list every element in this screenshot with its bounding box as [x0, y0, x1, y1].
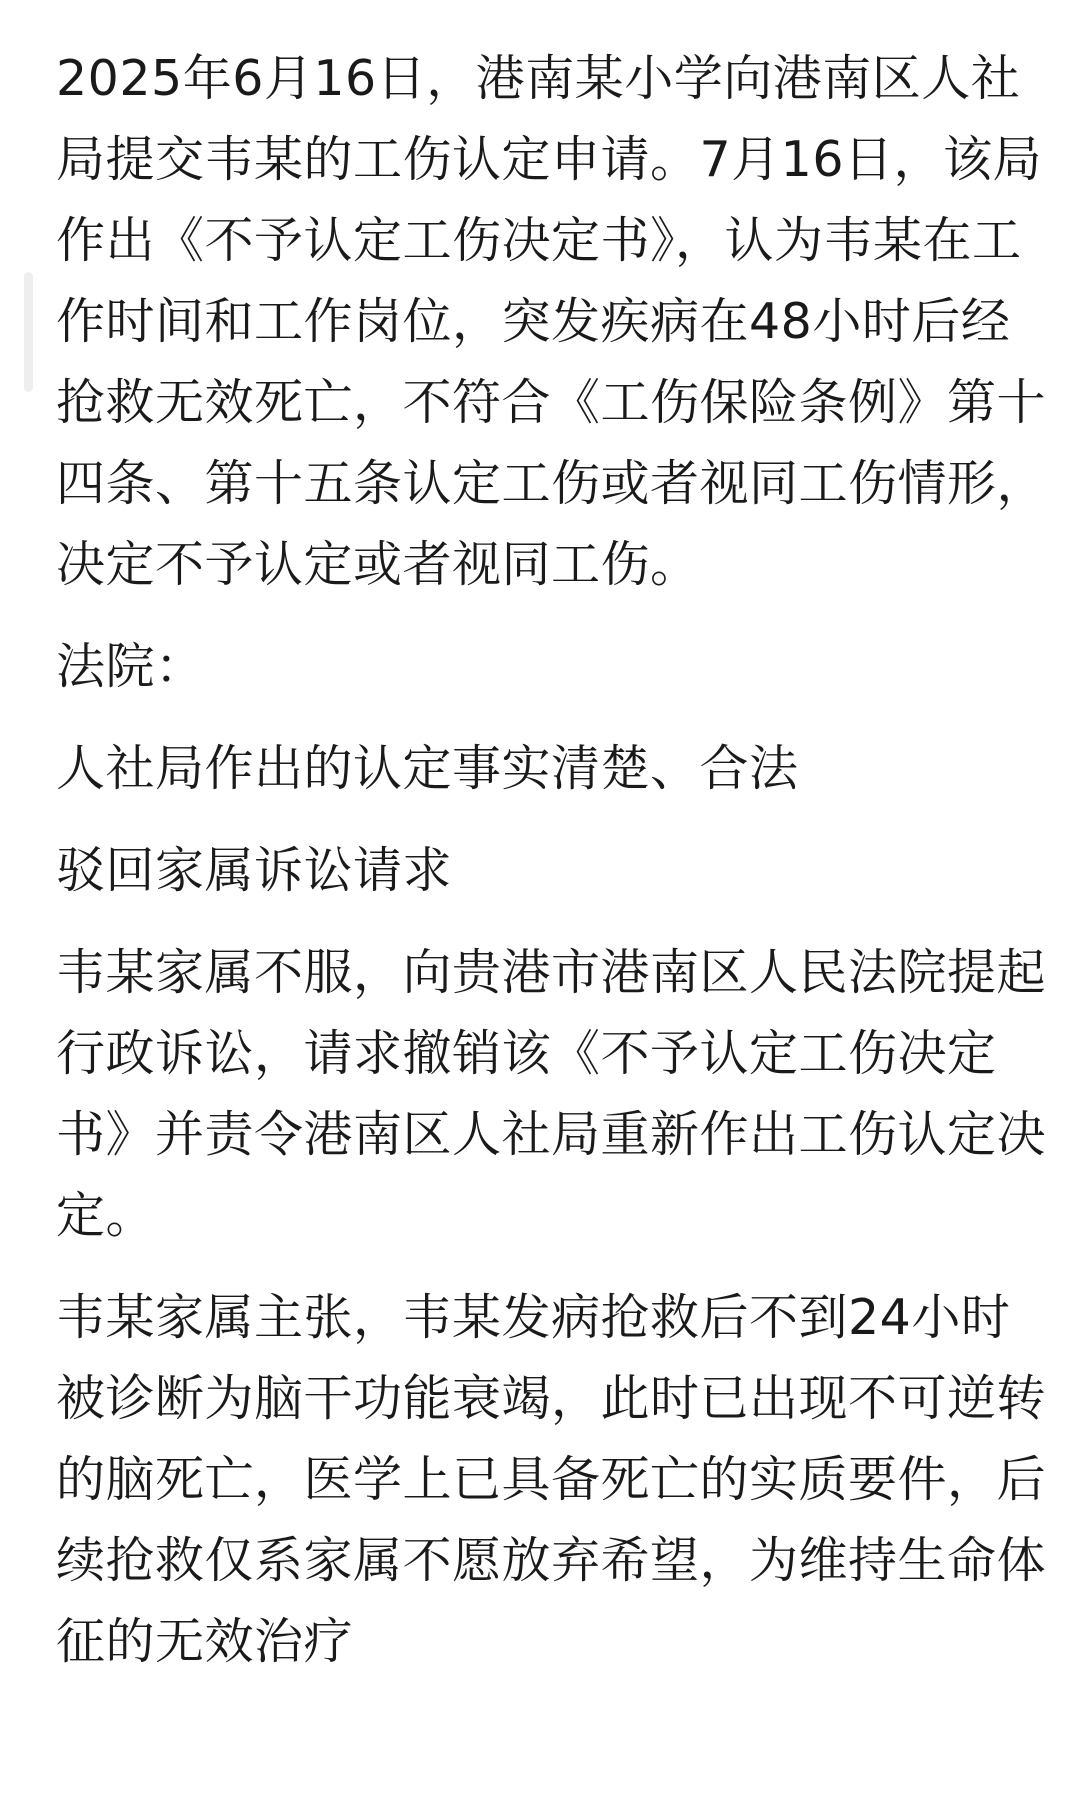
paragraph-court-heading: 法院： — [56, 638, 205, 695]
paragraph-lawsuit: 韦某家属不服，向贵港市港南区人民法院提起行政诉讼，请求撤销该《不予认定工伤决定书》并责令港南区人社局重新作出工伤认定决定。 — [56, 944, 1047, 1244]
paragraph-family-claim: 韦某家属主张，韦某发病抢救后不到24小时被诊断为脑干功能衰竭，此时已出现不可逆转的脑死亡，医学上已具备死亡的实质要件，后续抢救仅系家属不愿放弃希望，为维持生命体征的无效治疗 — [56, 1289, 1047, 1670]
scroll-indicator[interactable] — [24, 272, 33, 392]
paragraph-court-ruling: 驳回家属诉讼请求 — [56, 842, 453, 899]
article-body — [56, 38, 1046, 1703]
paragraph-application: 2025年6月16日，港南某小学向港南区人社局提交韦某的工伤认定申请。7月16日，该局作出《不予认定工伤决定书》，认为韦某在工作时间和工作岗位，突发疾病在48小时后经抢救无效死亡，不符合《工伤保险条例》第十四条、第十五条认定工伤或者视同工伤情形，决定不予认定或者视同工伤。 — [56, 50, 1047, 593]
paragraph-court-finding: 人社局作出的认定事实清楚、合法 — [56, 740, 799, 797]
